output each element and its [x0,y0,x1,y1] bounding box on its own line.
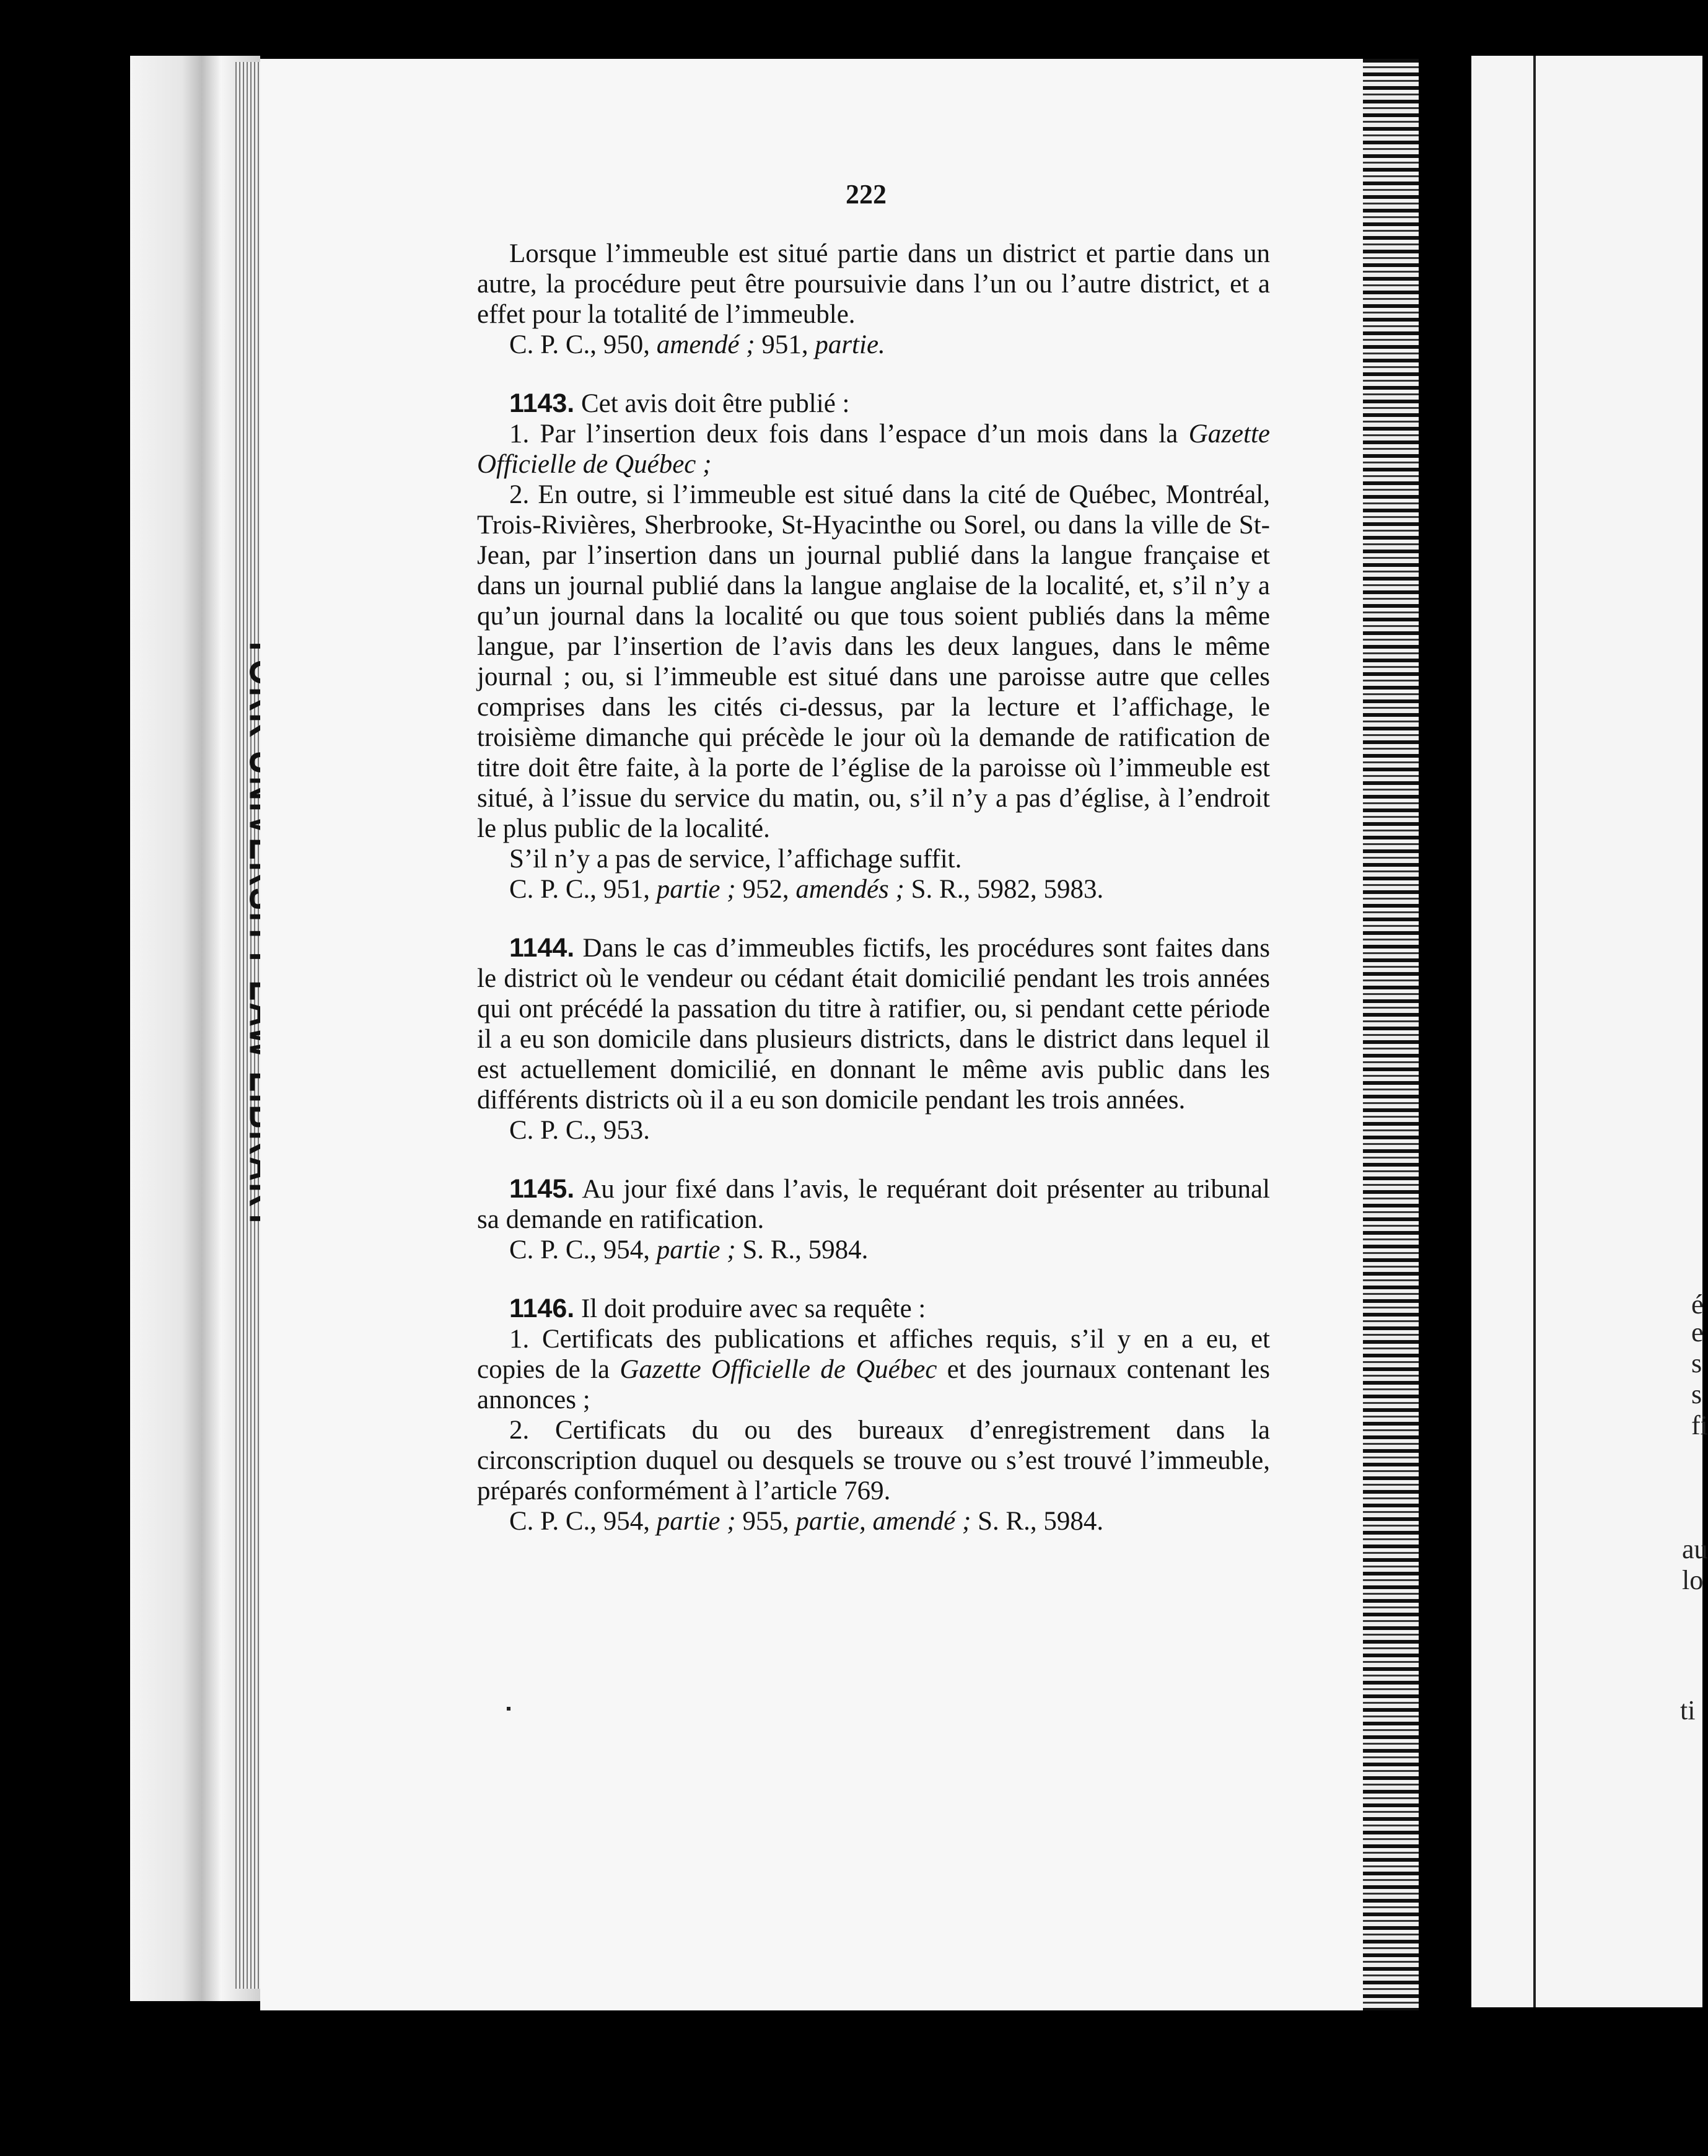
citation-reference: C. P. C., 953. [509,1116,650,1145]
next-page-fragment: é [1691,1289,1704,1320]
article-number: 1144. [509,933,575,963]
article-paragraph: 1146. Il doit produire avec sa requête : [509,1294,926,1323]
next-page-fragment: lo [1682,1565,1704,1595]
citation-reference: C. P. C., 954, partie ; S. R., 5984. [509,1235,869,1264]
block-gap [477,1265,1270,1294]
page-number: 222 [846,179,887,209]
page-body [477,239,1270,1536]
block-gap [477,905,1270,933]
next-page-fragment: s [1691,1379,1702,1409]
article-paragraph: 1143. Cet avis doit être publié : [509,388,850,418]
article-number: 1143. [509,388,575,418]
next-page [1471,56,1702,2007]
page-gutter [1363,59,1419,2010]
block-gap [477,360,1270,388]
citation-reference: C. P. C., 951, partie ; 952, amendés ; S. R., 5982, 5983. [509,875,1104,904]
next-page-fragment: ti [1680,1695,1696,1725]
article-number: 1146. [509,1294,575,1323]
block-gap [477,1146,1270,1174]
next-page-fragment: fi [1691,1410,1708,1440]
paragraph: 2. En outre, si l’immeuble est situé dans la cité de Québec, Montréal, Trois-Rivières, Sherbrooke, St-Hyacinthe ou Sorel, ou dans la ville de St-Jean, par l’insertion dans un journal publié dans la langue française et dans un journal publié dans la langue anglaise de la localité, et, s’il n’y a qu’un journal dans la localité ou que tous soient publiés dans la même langue, par l’insertion de l’avis dans les deux langues, dans le même journal ; ou, si l’immeuble est situé dans une paroisse autre que celles comprises dans les cités ci-dessus, par la lecture et l’affichage, le troisième dimanche qui précède le jour où la demande de ratification de titre doit être faite, à la porte de l’église de la paroisse où l’immeuble est situé, à l’issue du service du matin, ou, s’il n’y a pas d’église, à l’endroit le plus public de la localité. [477,480,1270,843]
article-number: 1145. [509,1174,575,1204]
citation-reference: C. P. C., 950, amendé ; 951, partie. [509,330,885,359]
next-page-border [1533,56,1536,2007]
paragraph: 2. Certificats du ou des bureaux d’enregistrement dans la circonscription duquel ou desquels se trouve ou s’est trouvé l’immeuble, préparés conformément à l’article 769. [477,1416,1270,1505]
paragraph: 1. Certificats des publications et affiches requis, s’il y en a eu, et copies de la Gazette Officielle de Québec et des journaux contenant les annonces ; [477,1325,1270,1414]
article-paragraph: 1144. Dans le cas d’immeubles fictifs, les procédures sont faites dans le district où le vendeur ou cédant était domicilié pendant les trois années qui ont précédé la passation du titre à ratifier, ou, si pendant cette période il a eu son domicile dans plusieurs districts, dans le district dans lequel il est actuellement domicilié, en donnant le même avis public dans les différents districts où il a eu son domicile pendant les trois années. [477,933,1270,1115]
next-page-fragment: s [1691,1348,1702,1378]
paragraph: 1. Par l’insertion deux fois dans l’espace d’un mois dans la Gazette Officielle de Québec ; [477,419,1270,479]
citation-reference: C. P. C., 954, partie ; 955, partie, amendé ; S. R., 5984. [509,1507,1104,1536]
next-page-fragment: e [1691,1317,1704,1348]
paragraph: Lorsque l’immeuble est situé partie dans un district et partie dans un autre, la procédure peut être poursuivie dans l’un ou l’autre district, et a effet pour la totalité de l’immeuble. [477,239,1270,329]
next-page-fragment: au [1682,1534,1708,1564]
ink-dot [507,1707,510,1711]
article-paragraph: 1145. Au jour fixé dans l’avis, le requérant doit présenter au tribunal sa demande en ratification. [477,1174,1270,1234]
paragraph: S’il n’y a pas de service, l’affichage suffit. [509,844,962,874]
